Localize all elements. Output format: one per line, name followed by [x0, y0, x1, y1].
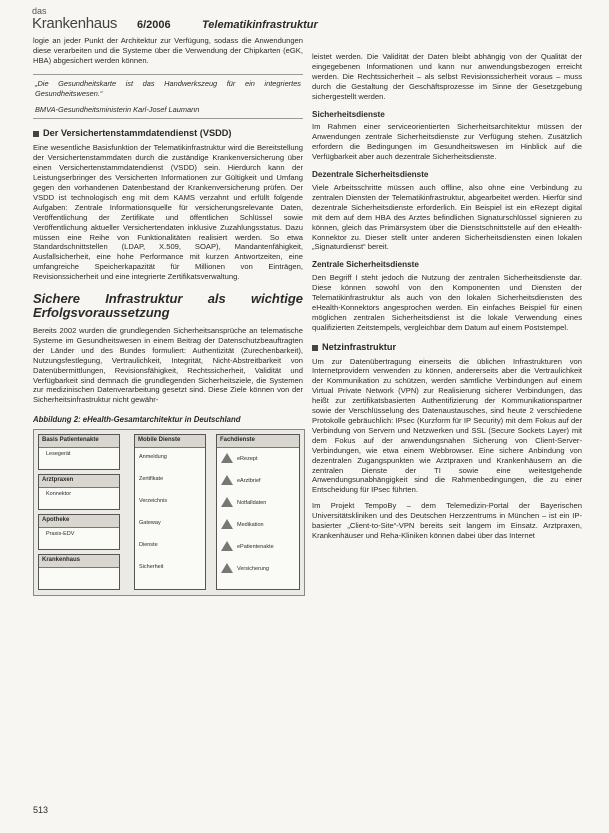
triangle-icon	[221, 541, 233, 551]
issue-number: 6/2006	[137, 19, 171, 31]
paragraph: Um zur Datenübertragung einerseits die üblichen Infrastrukturen von Internetprovidern verwenden zu können, andererseits aber die Vertraulichkeit der Kommunikation zu schützen, werden sämtliche Verbindungen auf einem Virtual Private Network (VPN) zur Realisierung sicherer Verbindungen, das heißt zur zertifikatsbasierten Authentifizierung der Kommunikationspartner sowie der Verschlüsselung des Datenaustausches, sind heute 2 verschiedene Protokolle gebräuchlich: IPsec (Kurzform für IP Security) mit dem Fokus auf der Verbindung von Servern und Netzwerken und SSL (Secure Sockets Layer) mit dem Fokus auf der anwendungsnahen Sicherung von Client-Server-Verbindungen, wie etwa einem Webbrowser. Eine sichere Anbindung von dezentralen Zugangspunkten wie Arztpraxen und Krankenhäusern an die zentralen Dienste der TI sowie eine weitestgehende Anwendungsunabhängigkeit sind die Rahmenbedingungen, die zu einer Entscheidung für IPsec führten.	[312, 356, 582, 495]
diagram-item: Versicherung	[237, 566, 270, 573]
diagram-box-title: Fachdienste	[217, 435, 299, 448]
triangle-icon	[221, 563, 233, 573]
diagram-box-central	[134, 434, 206, 590]
paragraph: Im Projekt TempoBy – dem Telemedizin-Portal der Bayerischen Universitätskliniken und des Deutschen Herzzentrums in München – ist ein IP-basierter „Client-to-Site“-VPN bereits seit langem im Einsatz. Arztpraxen, Krankenhäuser und Reha-Kliniken können dabei über das Internet	[312, 501, 582, 540]
paragraph: Den Begriff I steht jedoch die Nutzung der zentralen Sicherheitsdienste dar. Diese können sowohl von den Komponenten und Diensten der Telematikinfrastruktur als auch von den lokalen Sicherheitsdiensten des eHealth-Konnektors angesprochen werden. Ein einfaches Beispiel für einen möglichen zentralen Sicherheitsdienst ist die lokale Verwendung eines qualifizierten Zeitstempels, vergleichbar dem Datum auf einem Poststempel.	[312, 273, 582, 332]
diagram-box-title: Apotheke	[39, 515, 119, 528]
diagram-item: Praxis-EDV	[46, 531, 75, 538]
heading-sicherheitsdienste: Sicherheitsdienste	[312, 109, 385, 119]
magazine-logo: Krankenhaus	[32, 15, 118, 32]
diagram-item: Medikation	[237, 522, 264, 529]
page-header	[32, 6, 577, 36]
heading-netzinfrastruktur	[312, 343, 582, 353]
square-bullet-icon	[312, 345, 318, 351]
diagram-box-title: Arztpraxen	[39, 475, 119, 488]
diagram-item: eRezept	[237, 456, 258, 463]
figure	[33, 415, 303, 596]
diagram-item: Dienste	[139, 542, 158, 549]
diagram-item: Konnektor	[46, 491, 72, 498]
right-column	[312, 52, 582, 547]
diagram-item: Anmeldung	[139, 454, 167, 461]
pull-quote	[33, 74, 303, 120]
quote-source: BMVA-Gesundheitsministerin Karl-Josef Laumann	[35, 104, 200, 114]
triangle-icon	[221, 453, 233, 463]
figure-caption: Abbildung 2: eHealth-Gesamtarchitektur in Deutschland	[33, 415, 241, 425]
paragraph: Viele Arbeitsschritte müssen auch offline, also ohne eine Verbindung zu zentralen Diensten der Telematikinfrastruktur, abgearbeitet werden. Hierfür sind dezentrale Sicherheitsdienste erforderlich. Ein Beispiel ist ein eRezept digital mit dem auf dem HBA des Arztes befindlichen Signaturschlüssel signieren zu können, gleich das Primärsystem über die Dienstschnittstelle auf den eHealth-Konnektor zu. Dieser stellt unter anderen Sicherheitsdiensten einen lokalen „Signaturdienst“ bereit.	[312, 182, 582, 252]
page-number: 513	[33, 805, 49, 815]
quote-text: „Die Gesundheitskarte ist das Handwerkszeug für ein integriertes Gesundheitswesen.“	[35, 78, 301, 98]
diagram-item: Sicherheit	[139, 564, 164, 571]
diagram-box-krankenhaus	[38, 554, 120, 590]
diagram-item: Notfalldaten	[237, 500, 267, 507]
paragraph: Im Rahmen einer serviceorientierten Sicherheitsarchitektur müssen der Anwendungen zentrale Sicherheitsdienste zur Verfügung stehen. Zusätzlich erfordern die Bedingungen im Gesundheitswesen im Hinblick auf die Verfügbarkeit aber auch dezentrale Sicherheitsdienste.	[312, 122, 582, 162]
diagram-box-title: Krankenhaus	[39, 555, 119, 568]
section-title: Telematikinfrastruktur	[202, 19, 318, 31]
diagram-item: Zertifikate	[139, 476, 164, 483]
diagram-box-title: Mobile Dienste	[135, 435, 205, 448]
diagram-item: Verzeichnis	[139, 498, 168, 505]
diagram-item: Lesegerät	[46, 451, 71, 458]
paragraph: Bereits 2002 wurden die grundlegenden Sicherheitsansprüche an telematische Systeme im Gesundheitswesen in einem Beitrag der Datenschutzbeauftragten der Länder und des Bundes formuliert: Authentizität (Zurechenbarkeit), Nutzungsfestlegung, Vertraulichkeit, Integrität, Nicht-Abstreitbarkeit von Datenübermittlungen, Revisionsfähigkeit, Rechtssicherheit, Validität und Verfügbarkeit sind demnach die grundlegenden Sicherheitsziele, die Systemen zur medizinischen Datenverarbeitung gesetzt sind. Diese Ziele können von der Sicherheitsinfrastruktur nicht gewähr-	[33, 326, 303, 405]
paragraph: logie an jeder Punkt der Architektur zur Verfügung, sodass die Anwendungen diese verarbeiten und die Systeme über die Verwendung der Chipkarten (eGK, HBA) abgesichert werden können.	[33, 36, 303, 65]
paragraph: Eine wesentliche Basisfunktion der Telematikinfrastruktur wird die Bereitstellung der Versichertenstammdaten durch die zuständige Krankenversicherung über einen Versichertenstammdatendienst (VSDD) sein. Hierdurch kann der Leistungserbringer des Versicherten Informationen zur Gültigkeit und Umfang gegen den vorhandenen Datenbestand der Krankenversicherung prüfen. Der VSDD ist technologisch eng mit dem KAMS verzahnt und erfüllt folgende Aufgaben: Zentrale Informationsquelle für versicherungsrelevante Daten, Veröffentlichung der Zertifikate und öffentlichen Schlüssel sowie Veröffentlichung aktueller Versichertendaten inklusive Zuzahlungsstatus. Dazu müssen eine Reihe von Funktionalitäten realisiert werden. So etwa Standardschnittstellen (LDAP, X.509, SOAP), Mandantenfähigkeit, Ausfallsicherheit, eine hohe Performance mit kurzen Antwortzeiten, eine umfangreiche Speicherkapazität für Millionen von Einträgen, Revisionssicherheit und eine integrierte Zertifikatsverwaltung.	[33, 143, 303, 282]
triangle-icon	[221, 519, 233, 529]
logo-small-text: das	[32, 6, 47, 16]
diagram-box-fachdienste	[216, 434, 300, 590]
heading-sichere-infrastruktur: Sichere Infrastruktur als wichtige Erfolgsvoraussetzung	[33, 291, 303, 321]
heading-text: Der Versichertenstammdatendienst (VSDD)	[43, 128, 232, 139]
diagram-item: ePatientenakte	[237, 544, 274, 551]
left-column	[33, 36, 303, 596]
heading-vsdd	[33, 129, 303, 139]
heading-text: Netzinfrastruktur	[322, 341, 397, 352]
diagram-box-title: Basis Patientenakte	[39, 435, 119, 448]
diagram-item: Gateway	[139, 520, 161, 527]
triangle-icon	[221, 475, 233, 485]
triangle-icon	[221, 497, 233, 507]
architecture-diagram	[33, 429, 305, 596]
heading-zentrale: Zentrale Sicherheitsdienste	[312, 260, 419, 270]
square-bullet-icon	[33, 131, 39, 137]
diagram-item: eArztbrief	[237, 478, 261, 485]
heading-dezentrale: Dezentrale Sicherheitsdienste	[312, 170, 429, 180]
paragraph: leistet werden. Die Validität der Daten bleibt abhängig von der Qualität der eingegebenen Informationen und kann nur anwendungsbezogen erreicht werden. Die Rechtssicherheit – als selbst Revisionssicherheit voraus – muss durch die Gestaltung der Geschäftsprozesse im Sinne der Gesetzgebung sichergestellt werden.	[312, 52, 582, 101]
